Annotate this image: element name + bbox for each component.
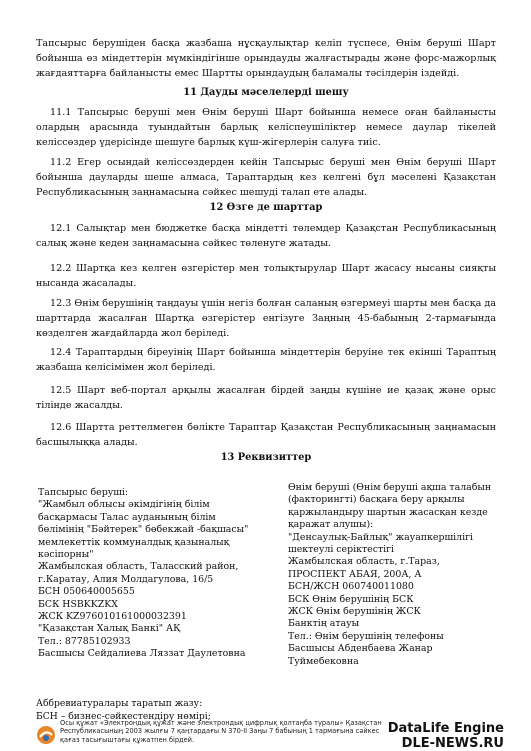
clause-12-4: 12.4 Тараптардың біреуінің Шарт бойынша міндеттерін беруіне тек екінші Тараптың жазбаша келісімімен жол беріледі. xyxy=(36,347,496,373)
intro-paragraph: Тапсырыс берушіден басқа жазбаша нұсқаулықтар келіп түспесе, Өнім беруші Шарт бойынша өз міндеттерін мүмкіндігінше орындауды жалғастырады және форс-мажорлық жағдаяттарға байланысты емес Шартты орындаудың баламалы тәсілдерін іздейді. xyxy=(36,38,496,79)
legal-footnote: Осы құжат «Электрондық құжат және электрондық цифрлық қолтаңба туралы» Қазақстан Республикасының 2003 жылғы 7 қаңтардағы N 370-II Заңы 7 бабының 1 тармағына сәйкес қағаз тасығыштағы құжатпен бірдей. xyxy=(60,719,382,744)
section-12-heading: 12 Өзге де шарттар xyxy=(209,202,323,213)
clause-12-2: 12.2 Шартқа кез келген өзгерістер мен толықтырулар Шарт жасасу нысаны сияқты нысанда жасалады. xyxy=(36,263,496,289)
abbreviations-title: Аббревиатуралары таратып жазу: xyxy=(36,698,203,709)
clause-12-6: 12.6 Шартта реттелмеген бөлікте Тараптар Қазақстан Республикасының заңнамасын басшылыққа алады. xyxy=(36,422,496,448)
clause-11-1: 11.1 Тапсырыс беруші мен Өнім беруші Шарт бойынша немесе оған байланысты олардың арасында туындайтын барлық келіспеушіліктер немесе даулар тікелей келіссөздер үдерісінде шешуге барлық күш-жігерлерін салуға тиіс. xyxy=(36,107,496,148)
section-13-heading: 13 Реквизиттер xyxy=(220,452,312,463)
document-seal-icon xyxy=(36,725,56,745)
clause-11-2: 11.2 Егер осындай келіссөздерден кейін Тапсырыс беруші мен Өнім беруші Шарт бойынша дауларды шеше алмаса, Тараптардың кез келгені бұл мәселені Қазақстан Республикасының заңнамасына сәйкес шешуді талап ете алады. xyxy=(36,157,496,198)
footer-bar xyxy=(36,719,506,750)
clause-12-5: 12.5 Шарт веб-портал арқылы жасалған бірдей заңды күшіне ие қазақ және орыс тілінде жасалды. xyxy=(36,385,496,411)
section-11-heading: 11 Дауды мәселелерді шешу xyxy=(183,87,349,98)
clause-12-3: 12.3 Өнім берушінің таңдауы үшін негіз болған саланың өзгермеуі шарты мен басқа да шарттарда жасалған Шартқа өзгерістер енгізуге Заңның 45-бабының 2-тармағында көзделген жағдайларда жол беріледі. xyxy=(36,298,496,339)
customer-requisites: Тапсырыс беруші: "Жамбыл облысы әкімдігінің білім басқармасы Талас ауданының білім бөлімінің "Бәйтерек" бөбекжай -бақшасы" мемлекеттік коммуналдық қазыналық кәсіпорны" Жамбылская область, Таласский район, г.Каратау, Алия Молдагулова, 16/5 БСН 050640005655 БСК HSBKKZKX ЖСК KZ976010161000032391 "Қазақстан Халық Банкі" АҚ Тел.: 87785102933 Басшысы Сейдалиева Ляззат Даулетовна xyxy=(38,487,249,660)
watermark-title: DataLife Engine xyxy=(387,721,504,736)
clause-12-1: 12.1 Салықтар мен бюджетке басқа міндетті төлемдер Қазақстан Республикасының салық және кеден заңнамасына сәйкес төленуге жатады. xyxy=(36,223,496,249)
watermark-site: DLE-NEWS.RU xyxy=(401,736,504,751)
supplier-requisites: Өнім беруші (Өнім беруші ақша талабын (факторингті) басқаға беру арқылы қаржыландыру шартын жасасқан кезде қаражат алушы): "Денсаулық-Байлық" жауапкершілігі шектеулі серіктестігі Жамбылская область, г.Тараз, ПРОСПЕКТ АБАЯ, 200А, А БСН/ЖСН 060740011080 БСК Өнім берушінің БСК ЖСК Өнім берушінің ЖСК Банктің атауы Тел.: Өнім берушінің телефоны Басшысы Абденбаева Жанар Туймебековна xyxy=(288,482,492,667)
abbreviation-line: БСН – бизнес-сәйкестендіру нөмірі; xyxy=(36,711,211,721)
